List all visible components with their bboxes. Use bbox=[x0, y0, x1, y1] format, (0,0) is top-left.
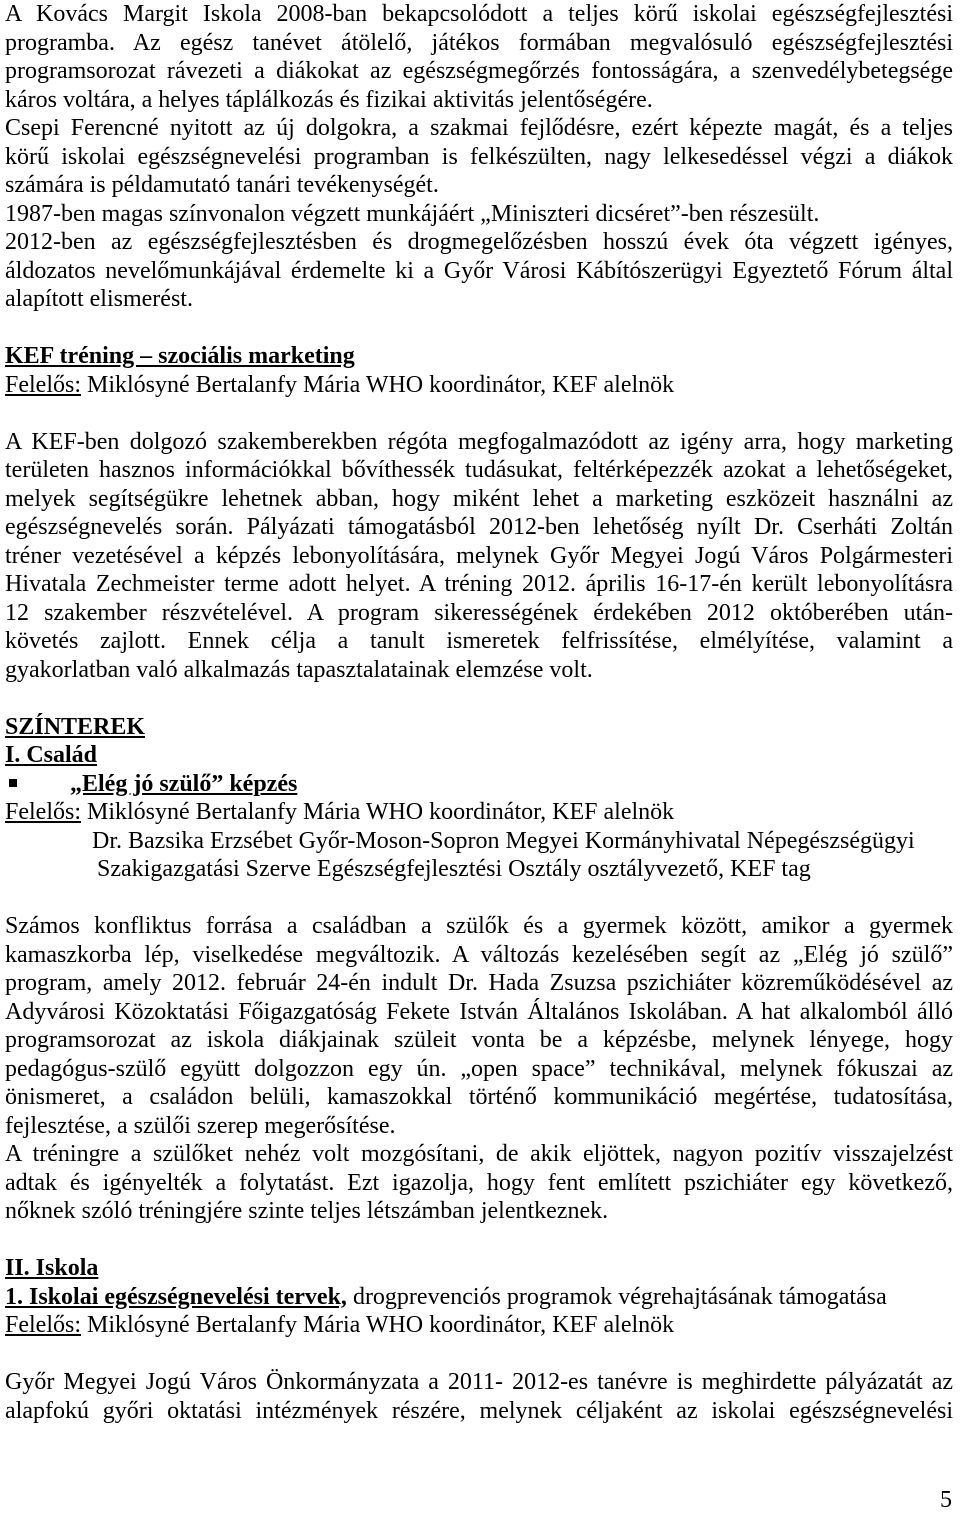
program-heading-good-enough-parent bbox=[5, 770, 953, 799]
family-body-line: adtak és igényelték a folytatást. Ezt igazolja, hogy fent említett pszichiáter egy következő, bbox=[5, 1169, 953, 1196]
family-body-line: programsorozat az iskola diákjainak szüleit vonta be a képzésbe, melynek lényege, hogy bbox=[5, 1027, 953, 1053]
school-item-heading bbox=[5, 1283, 953, 1312]
family-responsible-line: Dr. Bazsika Erzsébet Győr-Moson-Sopron Megyei Kormányhivatal Népegészségügyi bbox=[92, 827, 915, 854]
spacer bbox=[5, 684, 953, 713]
kef-body-line: 12 szakember részvételével. A program sikerességének érdekében 2012 októberében után- bbox=[5, 599, 953, 626]
family-body-line: nőknek szóló tréningjére szinte teljes létszámban jelentkeznek. bbox=[5, 1198, 609, 1224]
intro-line: számára is példamutató tanári tevékenységét. bbox=[5, 172, 439, 198]
section-heading-kef-training bbox=[5, 342, 953, 371]
intro-line: alapított elismerést. bbox=[5, 286, 193, 312]
intro-line: 2012-ben az egészségfejlesztésben és drogmegelőzésben hosszú évek óta végzett igényes, bbox=[5, 229, 953, 255]
intro-line: áldozatos nevelőmunkájával érdemelte ki a Győr Városi Kábítószerügyi Egyeztető Fórum által bbox=[5, 257, 953, 284]
family-body-line: fejlesztése, a szülői szerep megerősítése. bbox=[5, 1112, 396, 1139]
kef-body-line: követés zajlott. Ennek célja a tanult ismeretek felfrissítése, elmélyítése, valamint a bbox=[5, 628, 953, 654]
intro-line: 1987-ben magas színvonalon végzett munkájáért „Miniszteri dicséret”-ben részesült. bbox=[5, 200, 820, 227]
spacer bbox=[5, 1226, 953, 1255]
school-responsible-line bbox=[5, 1311, 953, 1340]
family-body-line: pedagógus-szülő együtt dolgozzon egy ún. „open space” technikával, melynek fókuszai az bbox=[5, 1055, 953, 1082]
family-body-line: kamaszkorba lép, viselkedése megváltozik. A változás kezelésében segít az „Elég jó szülő” bbox=[5, 941, 953, 968]
subsection-heading-school bbox=[5, 1254, 953, 1283]
kef-body-line: tréner vezetésével a képzés lebonyolítására, melynek Győr Megyei Jogú Város Polgármesteri bbox=[5, 542, 953, 569]
kef-responsible-line bbox=[5, 371, 953, 400]
spacer bbox=[5, 1340, 953, 1369]
kef-body-line: melyek segítségükre lehetnek abban, hogy miként lehet a marketing eszközeit használni az bbox=[5, 485, 953, 512]
responsible-label: Felelős: bbox=[5, 1312, 81, 1338]
kef-body-line: Hivatala Zechmeister terme adott helyet. A tréning 2012. április 16-17-én került lebonyolításra bbox=[5, 571, 953, 597]
spacer bbox=[5, 399, 953, 428]
responsible-name: Miklósyné Bertalanfy Mária WHO koordinátor, KEF alelnök bbox=[87, 799, 675, 825]
kef-body-line: gyakorlatban való alkalmazás tapasztalatainak elemzése volt. bbox=[5, 656, 593, 683]
subsection-heading-family bbox=[5, 741, 953, 770]
family-title: I. Család bbox=[5, 742, 98, 768]
school-body-line: alapfokú győri oktatási intézmények részére, melynek céljaként az iskolai egészségnevelési bbox=[5, 1397, 953, 1424]
school-body-line: Győr Megyei Jogú Város Önkormányzata a 2011- 2012-es tanévre is meghirdette pályázatát az bbox=[5, 1369, 953, 1395]
text-column bbox=[5, 0, 953, 1425]
family-body-line: önismeret, a családon belüli, kamaszokkal történő kommunikáció megértése, tudatosítása, bbox=[5, 1084, 953, 1110]
kef-body-line: A KEF-ben dolgozó szakemberekben régóta megfogalmazódott az igény arra, hogy marketing bbox=[5, 428, 953, 455]
family-responsible-line: Szakigazgatási Szerve Egészségfejlesztési Osztály osztályvezető, KEF tag bbox=[97, 856, 811, 882]
family-body-line: Adyvárosi Közoktatási Főigazgatóság Fekete István Általános Iskolában. A hat alkalomból álló bbox=[5, 998, 953, 1025]
school-item-subtitle: drogprevenciós programok végrehajtásának támogatása bbox=[352, 1283, 887, 1310]
kef-body-line: egészségnevelés során. Pályázati támogatásból 2012-ben lehetőség nyílt Dr. Cserháti Zoltán bbox=[5, 514, 953, 540]
intro-line: Csepi Ferencné nyitott az új dolgokra, a szakmai fejlődésre, ezért képezte magát, és a teljes bbox=[5, 115, 953, 141]
responsible-label: Felelős: bbox=[5, 799, 81, 825]
kef-body-line: területen hasznos információkkal bővíthessék tudásukat, feltérképezzék azokat a lehetőségeket, bbox=[5, 457, 953, 483]
page-number: 5 bbox=[940, 1487, 952, 1513]
intro-line: programba. Az egész tanévet átölelő, játékos formában megvalósuló egészségfejlesztési bbox=[5, 29, 953, 56]
school-item-title: 1. Iskolai egészségnevelési tervek, bbox=[5, 1283, 347, 1310]
intro-line: körű iskolai egészségnevelési programban is felkészülten, nagy lelkesedéssel végzi a diákok bbox=[5, 143, 953, 170]
intro-line: programsorozat rávezeti a diákokat az egészségmegőrzés fontosságára, a szenvedélybetegsége bbox=[5, 58, 953, 84]
family-body-line: A tréningre a szülőket nehéz volt mozgósítani, de akik eljöttek, nagyon pozitív visszajelzést bbox=[5, 1141, 953, 1167]
intro-line: A Kovács Margit Iskola 2008-ban bekapcsolódott a teljes körű iskolai egészségfejlesztési bbox=[5, 1, 953, 27]
responsible-name: Miklósyné Bertalanfy Mária WHO koordinátor, KEF alelnök bbox=[87, 371, 675, 398]
responsible-name: Miklósyné Bertalanfy Mária WHO koordinátor, KEF alelnök bbox=[87, 1312, 675, 1338]
family-responsible-line bbox=[5, 798, 953, 827]
spacer bbox=[5, 884, 953, 913]
responsible-label: Felelős: bbox=[5, 371, 81, 398]
square-bullet-icon bbox=[9, 779, 17, 787]
section-heading-venues bbox=[5, 713, 953, 742]
venues-title: SZÍNTEREK bbox=[5, 713, 146, 740]
kef-training-title: KEF tréning – szociális marketing bbox=[5, 343, 355, 369]
spacer bbox=[5, 314, 953, 343]
family-body-line: Számos konfliktus forrása a családban a szülők és a gyermek között, amikor a gyermek bbox=[5, 913, 953, 939]
intro-line: káros voltára, a helyes táplálkozás és fizikai aktivitás jelentőségére. bbox=[5, 86, 653, 113]
family-body-line: program, amely 2012. február 24-én indult Dr. Hada Zsuzsa pszichiáter közreműködésével az bbox=[5, 970, 953, 996]
program-title: „Elég jó szülő” képzés bbox=[70, 770, 298, 797]
school-title: II. Iskola bbox=[5, 1255, 99, 1281]
